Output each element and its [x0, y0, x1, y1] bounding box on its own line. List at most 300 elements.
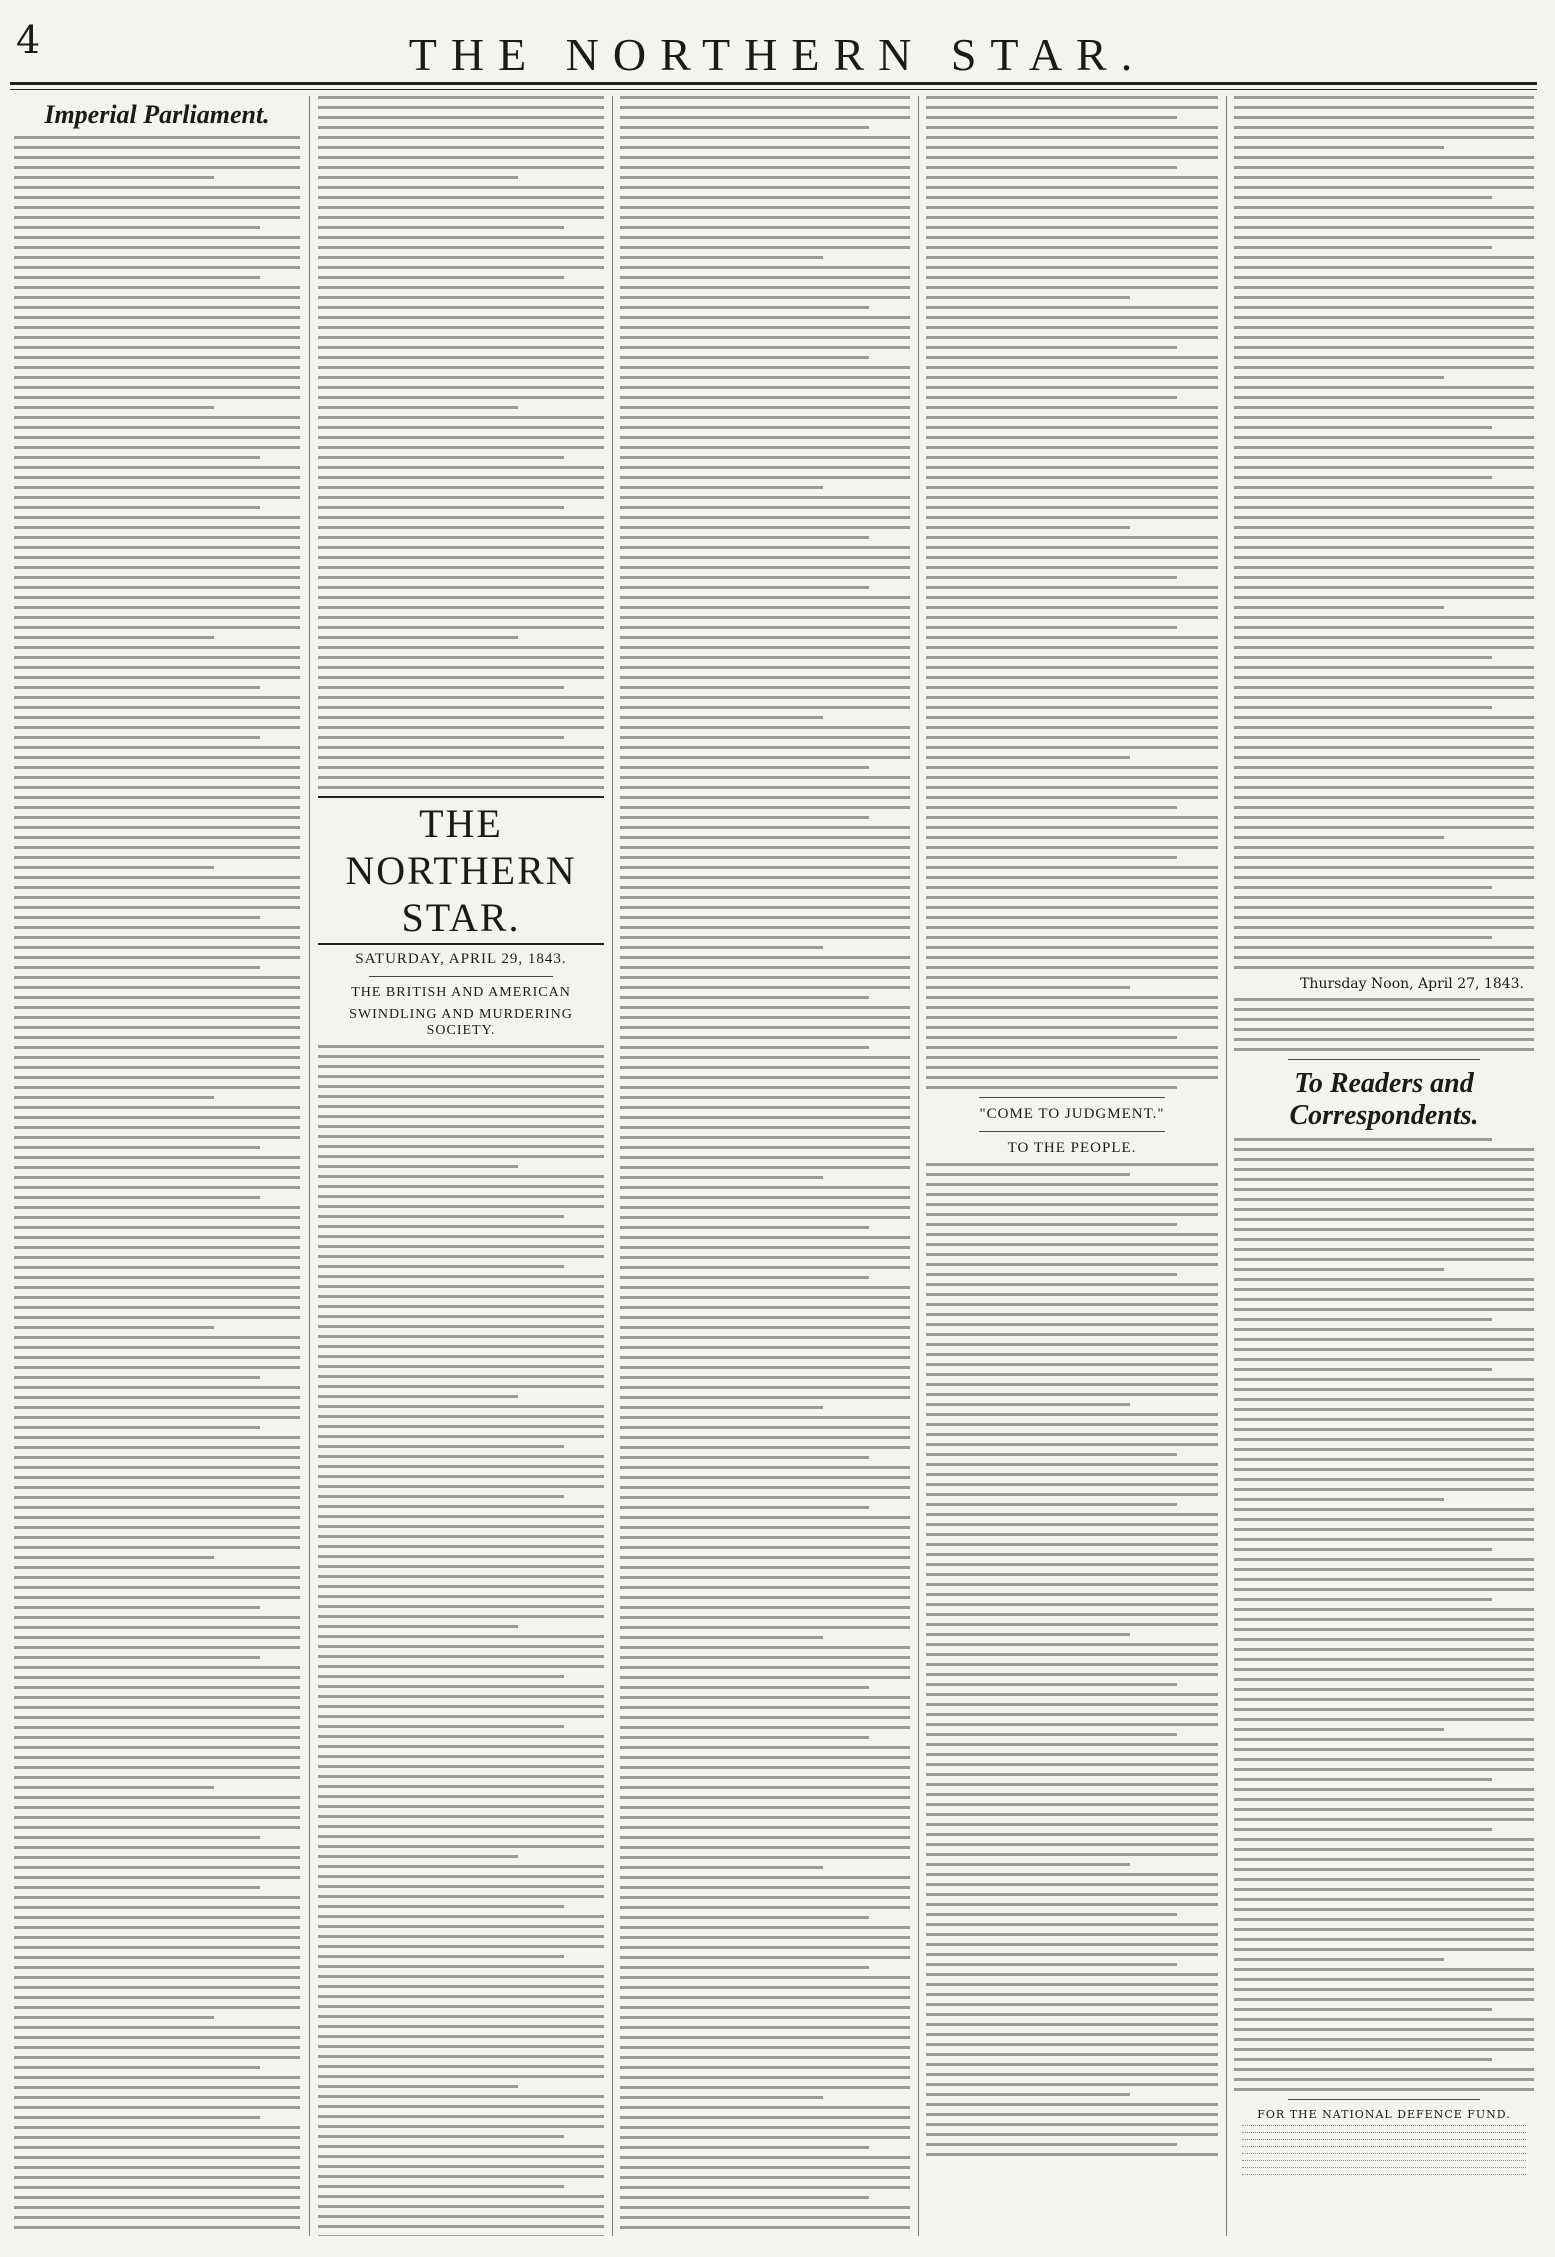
text-line — [318, 1915, 604, 1918]
text-line — [14, 386, 300, 389]
text-line — [620, 1356, 910, 1359]
text-line — [318, 1655, 604, 1658]
divider — [1288, 1059, 1480, 1060]
text-line — [1234, 1938, 1534, 1941]
text-line — [318, 236, 604, 239]
text-line — [926, 1076, 1218, 1079]
text-line — [318, 1585, 604, 1588]
text-line — [1234, 736, 1534, 739]
text-line — [620, 556, 910, 559]
text-line — [318, 1145, 604, 1148]
text-line — [14, 1786, 214, 1789]
text-line — [926, 1843, 1218, 1846]
text-line — [1234, 1548, 1492, 1551]
column-divider — [1226, 96, 1227, 2236]
text-line — [1234, 1868, 1534, 1871]
text-line — [1234, 436, 1534, 439]
text-line — [14, 2026, 300, 2029]
text-line — [318, 1085, 604, 1088]
text-line — [14, 896, 300, 899]
text-line — [318, 1305, 604, 1308]
text-line — [620, 876, 910, 879]
fund-heading: FOR THE NATIONAL DEFENCE FUND. — [1257, 2108, 1511, 2121]
text-line — [926, 116, 1177, 119]
text-line — [620, 586, 869, 589]
text-line — [1234, 1598, 1492, 1601]
text-line — [620, 1996, 910, 1999]
text-line — [926, 236, 1218, 239]
text-line — [318, 136, 604, 139]
text-line — [926, 1683, 1177, 1686]
text-line — [14, 2206, 300, 2209]
text-line — [620, 1166, 910, 1169]
text-line — [620, 566, 910, 569]
text-line — [620, 506, 910, 509]
text-line — [318, 766, 604, 769]
text-line — [926, 1653, 1218, 1656]
text-line — [1234, 1318, 1492, 1321]
text-line — [1234, 796, 1534, 799]
text-line — [318, 1845, 604, 1848]
text-line — [1234, 1048, 1534, 1051]
text-line — [14, 1496, 300, 1499]
text-line — [1234, 426, 1492, 429]
divider — [979, 1131, 1166, 1132]
text-line — [926, 106, 1218, 109]
text-line — [14, 1156, 300, 1159]
text-line — [1234, 616, 1534, 619]
text-line — [620, 696, 910, 699]
column-divider — [309, 96, 310, 2236]
text-line — [620, 2166, 910, 2169]
text-line — [318, 2165, 604, 2168]
text-line — [14, 696, 300, 699]
text-line — [14, 676, 300, 679]
text-line — [926, 626, 1177, 629]
text-line — [620, 1986, 910, 1989]
text-line — [926, 186, 1218, 189]
text-line — [1234, 176, 1534, 179]
text-line — [620, 426, 910, 429]
text-line — [1234, 396, 1534, 399]
fund-row — [1238, 2167, 1530, 2171]
text-line — [620, 1246, 910, 1249]
text-line — [318, 1875, 604, 1878]
text-line — [14, 1836, 260, 1839]
text-line — [926, 1433, 1218, 1436]
text-line — [14, 356, 300, 359]
text-line — [620, 2036, 910, 2039]
text-line — [620, 1226, 869, 1229]
fund-row — [1238, 2125, 1530, 2129]
text-line — [1234, 1688, 1534, 1691]
text-line — [620, 1896, 910, 1899]
text-line — [1234, 1988, 1534, 1991]
text-line — [318, 1285, 604, 1288]
text-line — [14, 736, 260, 739]
text-line — [620, 796, 910, 799]
text-line — [318, 396, 604, 399]
text-line — [14, 1586, 300, 1589]
text-block — [926, 96, 1218, 1089]
text-line — [926, 666, 1218, 669]
text-line — [926, 1913, 1177, 1916]
text-line — [926, 1973, 1218, 1976]
text-line — [14, 2216, 300, 2219]
text-line — [1234, 1018, 1534, 1021]
masthead-rule — [10, 82, 1537, 85]
text-line — [14, 346, 300, 349]
text-line — [620, 1236, 910, 1239]
text-line — [14, 1886, 260, 1889]
text-line — [14, 2116, 260, 2119]
text-line — [1234, 556, 1534, 559]
text-line — [1234, 786, 1534, 789]
text-line — [14, 1866, 300, 1869]
text-line — [14, 1456, 300, 1459]
text-line — [318, 566, 604, 569]
text-line — [926, 2053, 1218, 2056]
text-line — [1234, 1028, 1534, 1031]
text-line — [926, 576, 1177, 579]
text-line — [14, 2176, 300, 2179]
text-line — [1234, 726, 1534, 729]
text-line — [620, 1786, 910, 1789]
text-line — [14, 1136, 300, 1139]
text-line — [620, 1436, 910, 1439]
text-line — [1234, 1348, 1534, 1351]
text-block — [14, 136, 300, 2229]
text-line — [926, 146, 1218, 149]
text-line — [14, 516, 300, 519]
text-line — [318, 1185, 604, 1188]
text-line — [620, 176, 910, 179]
text-line — [1234, 246, 1492, 249]
text-line — [318, 1555, 604, 1558]
text-line — [1234, 956, 1534, 959]
text-line — [14, 1026, 300, 1029]
text-line — [620, 1566, 910, 1569]
text-line — [926, 2113, 1218, 2116]
text-line — [620, 106, 910, 109]
text-line — [14, 866, 214, 869]
text-line — [14, 1636, 300, 1639]
text-line — [620, 1686, 869, 1689]
text-line — [14, 906, 300, 909]
masthead-rule-thin — [10, 89, 1537, 90]
text-line — [318, 1345, 604, 1348]
text-line — [620, 1546, 910, 1549]
text-line — [1234, 196, 1492, 199]
text-line — [620, 2066, 910, 2069]
text-line — [926, 836, 1218, 839]
text-line — [1234, 416, 1534, 419]
text-line — [14, 2196, 300, 2199]
text-line — [620, 1626, 910, 1629]
text-line — [926, 1056, 1218, 1059]
text-line — [1234, 2038, 1534, 2041]
text-line — [926, 2103, 1218, 2106]
text-line — [14, 2106, 300, 2109]
text-line — [1234, 746, 1534, 749]
text-line — [318, 2175, 604, 2178]
text-line — [1234, 266, 1534, 269]
text-line — [318, 1195, 604, 1198]
text-line — [14, 1556, 214, 1559]
text-line — [318, 1355, 604, 1358]
text-line — [14, 786, 300, 789]
dot-leader — [1242, 2153, 1526, 2154]
text-line — [14, 1166, 300, 1169]
text-line — [14, 1726, 300, 1729]
text-line — [1234, 1388, 1534, 1391]
text-line — [926, 826, 1218, 829]
text-line — [1234, 886, 1492, 889]
text-line — [14, 1756, 300, 1759]
text-line — [14, 1616, 300, 1619]
text-line — [14, 1686, 300, 1689]
text-line — [14, 1926, 300, 1929]
text-line — [620, 986, 910, 989]
text-line — [926, 1026, 1218, 1029]
text-line — [620, 2216, 910, 2219]
text-line — [14, 1106, 300, 1109]
text-line — [620, 2056, 910, 2059]
text-line — [926, 1046, 1218, 1049]
text-line — [318, 1495, 564, 1498]
text-line — [318, 696, 604, 699]
text-line — [620, 316, 910, 319]
text-line — [620, 1826, 910, 1829]
text-line — [14, 836, 300, 839]
text-line — [926, 976, 1218, 979]
text-line — [620, 1296, 910, 1299]
text-line — [926, 1663, 1218, 1666]
text-line — [926, 1793, 1218, 1796]
text-line — [926, 326, 1218, 329]
text-line — [1234, 1708, 1534, 1711]
text-line — [926, 516, 1218, 519]
text-line — [14, 476, 300, 479]
text-line — [318, 1575, 604, 1578]
text-line — [620, 326, 910, 329]
text-line — [620, 1406, 823, 1409]
text-line — [620, 2136, 910, 2139]
text-line — [318, 2225, 604, 2228]
text-line — [620, 1506, 869, 1509]
text-line — [1234, 1888, 1534, 1891]
text-line — [620, 1336, 910, 1339]
text-line — [14, 1056, 300, 1059]
text-line — [620, 1676, 910, 1679]
text-line — [14, 856, 300, 859]
text-line — [1234, 2008, 1492, 2011]
text-line — [620, 216, 910, 219]
text-line — [620, 636, 910, 639]
text-line — [318, 446, 604, 449]
text-line — [14, 1366, 300, 1369]
text-line — [1234, 1898, 1534, 1901]
text-line — [1234, 946, 1534, 949]
text-line — [318, 1695, 604, 1698]
text-line — [1234, 1908, 1534, 1911]
text-line — [1234, 1008, 1534, 1011]
text-line — [620, 1376, 910, 1379]
text-line — [926, 2043, 1218, 2046]
text-line — [1234, 1568, 1534, 1571]
text-line — [620, 1176, 823, 1179]
text-line — [318, 1535, 604, 1538]
text-line — [318, 1635, 604, 1638]
text-line — [14, 1596, 300, 1599]
text-line — [14, 1566, 300, 1569]
text-line — [318, 2055, 604, 2058]
text-line — [14, 1436, 300, 1439]
text-line — [926, 336, 1218, 339]
fund-row — [1238, 2146, 1530, 2150]
text-line — [1234, 286, 1534, 289]
text-block — [926, 1163, 1218, 2156]
text-line — [926, 1903, 1218, 1906]
text-line — [926, 2133, 1218, 2136]
text-line — [926, 1463, 1218, 1466]
text-line — [620, 1906, 910, 1909]
text-line — [620, 516, 910, 519]
text-line — [14, 1696, 300, 1699]
letter-date: Thursday Noon, April 27, 1843. — [1300, 976, 1524, 992]
text-line — [620, 146, 910, 149]
text-line — [1234, 1958, 1444, 1961]
text-line — [14, 276, 260, 279]
text-line — [926, 1713, 1218, 1716]
text-line — [1234, 1968, 1534, 1971]
text-line — [318, 606, 604, 609]
text-line — [926, 276, 1218, 279]
text-line — [1234, 106, 1534, 109]
text-line — [14, 1306, 300, 1309]
text-line — [1234, 846, 1534, 849]
text-line — [926, 1066, 1218, 1069]
text-line — [14, 216, 300, 219]
column-5 — [1234, 96, 1534, 2236]
text-block — [1234, 96, 1534, 969]
text-line — [926, 1263, 1218, 1266]
text-line — [926, 2073, 1218, 2076]
text-line — [926, 1323, 1218, 1326]
text-line — [1234, 336, 1534, 339]
text-line — [1234, 1788, 1534, 1791]
text-line — [14, 1906, 300, 1909]
text-line — [14, 956, 300, 959]
text-line — [620, 976, 910, 979]
text-line — [318, 1985, 604, 1988]
text-line — [318, 1665, 604, 1668]
text-line — [1234, 466, 1534, 469]
text-line — [926, 856, 1177, 859]
text-line — [318, 2075, 604, 2078]
text-line — [1234, 2068, 1534, 2071]
text-line — [620, 246, 910, 249]
text-line — [926, 1953, 1218, 1956]
text-line — [620, 916, 910, 919]
text-line — [620, 1816, 910, 1819]
text-line — [14, 1046, 300, 1049]
text-line — [318, 1995, 604, 1998]
text-line — [620, 1846, 910, 1849]
text-line — [1234, 256, 1534, 259]
text-line — [926, 486, 1218, 489]
text-line — [1234, 1278, 1534, 1281]
text-line — [620, 1756, 910, 1759]
text-line — [14, 2226, 300, 2229]
text-line — [620, 1056, 910, 1059]
text-line — [1234, 906, 1534, 909]
text-line — [1234, 1358, 1534, 1361]
text-line — [14, 1326, 214, 1329]
text-line — [14, 1736, 300, 1739]
text-line — [926, 476, 1218, 479]
text-line — [14, 1606, 260, 1609]
text-line — [318, 476, 604, 479]
text-line — [620, 1386, 910, 1389]
text-line — [318, 786, 604, 789]
text-line — [926, 906, 1218, 909]
text-line — [318, 496, 604, 499]
text-line — [1234, 1328, 1534, 1331]
text-line — [926, 1543, 1218, 1546]
text-line — [926, 1373, 1218, 1376]
text-line — [620, 926, 910, 929]
text-line — [926, 456, 1218, 459]
text-line — [318, 1055, 604, 1058]
text-line — [318, 1445, 564, 1448]
text-line — [14, 1526, 300, 1529]
text-line — [620, 1146, 910, 1149]
text-line — [926, 1313, 1218, 1316]
text-line — [14, 1896, 300, 1899]
page-number: 4 — [16, 18, 41, 62]
text-line — [620, 1006, 910, 1009]
text-line — [318, 2115, 604, 2118]
text-line — [926, 1353, 1218, 1356]
text-line — [926, 396, 1177, 399]
text-line — [14, 776, 300, 779]
text-line — [318, 1045, 604, 1048]
text-line — [926, 296, 1130, 299]
text-line — [620, 396, 910, 399]
text-line — [1234, 1588, 1534, 1591]
text-line — [14, 946, 300, 949]
text-line — [14, 1346, 300, 1349]
text-line — [1234, 2048, 1534, 2051]
text-line — [14, 616, 300, 619]
text-line — [14, 2186, 300, 2189]
text-line — [620, 1706, 910, 1709]
text-line — [926, 1633, 1130, 1636]
text-line — [1234, 126, 1534, 129]
text-line — [14, 1476, 300, 1479]
text-line — [1234, 586, 1534, 589]
text-line — [14, 1956, 300, 1959]
text-line — [318, 756, 604, 759]
text-line — [14, 2046, 300, 2049]
text-line — [1234, 1828, 1492, 1831]
text-line — [926, 776, 1218, 779]
text-line — [926, 1993, 1218, 1996]
text-line — [318, 176, 518, 179]
text-line — [1234, 1838, 1534, 1841]
divider — [369, 976, 552, 977]
